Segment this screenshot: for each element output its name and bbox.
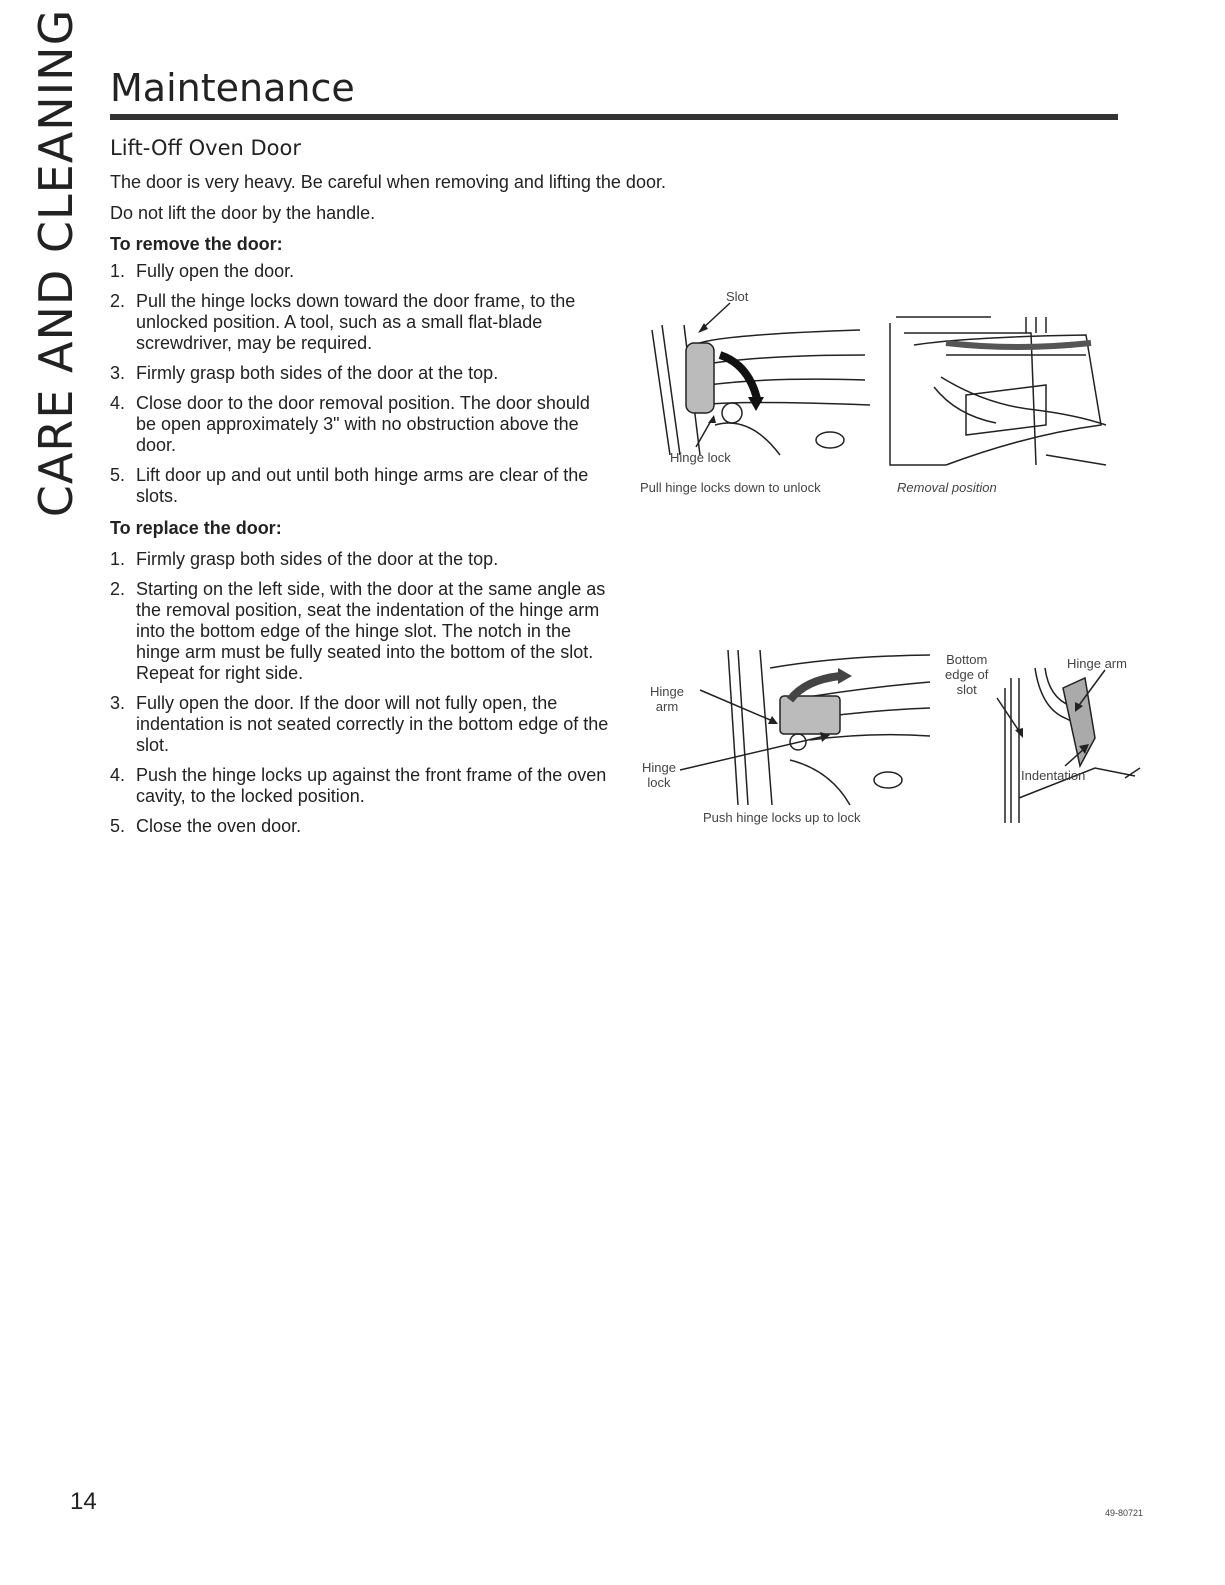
list-item [110, 579, 610, 684]
caption-unlock: Pull hinge locks down to unlock [640, 480, 821, 495]
hinge-arm-text: Hinge arm [650, 684, 684, 714]
step-text: Push the hinge locks up against the front frame of the oven cavity, to the locked position. [136, 765, 607, 806]
list-item [110, 261, 610, 282]
step-text: Pull the hinge locks down toward the door frame, to the unlocked position. A tool, such as a small flat-blade screwdriver, may be required. [136, 291, 576, 353]
step-number: 2. [110, 291, 126, 311]
bottom-edge-label [945, 652, 988, 697]
replace-steps [110, 549, 610, 846]
step-text: Close door to the door removal position. The door should be open approximately 3" with no obstruction above the door. [136, 393, 590, 455]
hinge-unlock-illustration [640, 285, 880, 470]
figure-removal [886, 315, 1126, 470]
figure-unlock [640, 285, 880, 470]
step-number: 5. [110, 816, 126, 836]
section-heading: Lift-Off Oven Door [110, 136, 301, 160]
figure-slot-detail [945, 648, 1145, 823]
side-tab-label: CARE AND CLEANING [29, 8, 83, 518]
list-item [110, 816, 610, 837]
hinge-lock-label: Hinge lock [670, 450, 731, 465]
list-item [110, 693, 610, 756]
hinge-lock-label [642, 760, 676, 790]
document-code: 49-80721 [1104, 1508, 1143, 1518]
hinge-arm-label [650, 684, 684, 714]
side-tab [26, 8, 86, 518]
intro-handle-note: Do not lift the door by the handle. [110, 203, 376, 223]
door-removal-illustration [886, 315, 1126, 470]
page-title: Maintenance [110, 66, 355, 110]
step-text: Close the oven door. [136, 816, 302, 836]
caption-removal: Removal position [897, 480, 997, 495]
step-number: 5. [110, 465, 126, 485]
list-item [110, 465, 610, 507]
step-number: 1. [110, 549, 126, 569]
step-number: 4. [110, 765, 126, 785]
step-text: Firmly grasp both sides of the door at the top. [136, 363, 499, 383]
step-text: Starting on the left side, with the door at the same angle as the removal position, seat the indentation of the hinge arm into the bottom edge of the hinge slot. The notch in the hinge arm must be fully seated into the bottom of the slot. Repeat for right side. [136, 579, 606, 683]
step-number: 2. [110, 579, 126, 599]
step-text: Lift door up and out until both hinge arms are clear of the slots. [136, 465, 589, 506]
step-text: Fully open the door. If the door will not fully open, the indentation is not seated correctly in the bottom edge of the slot. [136, 693, 609, 755]
remove-heading: To remove the door: [110, 234, 283, 254]
step-text: Firmly grasp both sides of the door at the top. [136, 549, 499, 569]
step-number: 3. [110, 693, 126, 713]
slot-label: Slot [726, 289, 749, 304]
hinge-lock-illustration [640, 640, 940, 810]
remove-steps [110, 261, 610, 516]
bottom-edge-text: Bottom edge of slot [945, 652, 989, 697]
list-item [110, 765, 610, 807]
indentation-label: Indentation [1021, 768, 1086, 783]
list-item [110, 549, 610, 570]
figure-lock [640, 640, 940, 810]
step-number: 3. [110, 363, 126, 383]
hinge-lock-text: Hinge lock [642, 760, 676, 790]
caption-lock: Push hinge locks up to lock [703, 810, 861, 825]
intro-warning: The door is very heavy. Be careful when removing and lifting the door. [110, 172, 666, 192]
step-number: 1. [110, 261, 126, 281]
step-text: Fully open the door. [136, 261, 295, 281]
page-number: 14 [70, 1488, 97, 1515]
hinge-arm-detail-label: Hinge arm [1067, 656, 1127, 671]
step-number: 4. [110, 393, 126, 413]
list-item [110, 291, 610, 354]
list-item [110, 363, 610, 384]
list-item [110, 393, 610, 456]
replace-heading: To replace the door: [110, 518, 282, 538]
title-rule [110, 114, 1118, 120]
